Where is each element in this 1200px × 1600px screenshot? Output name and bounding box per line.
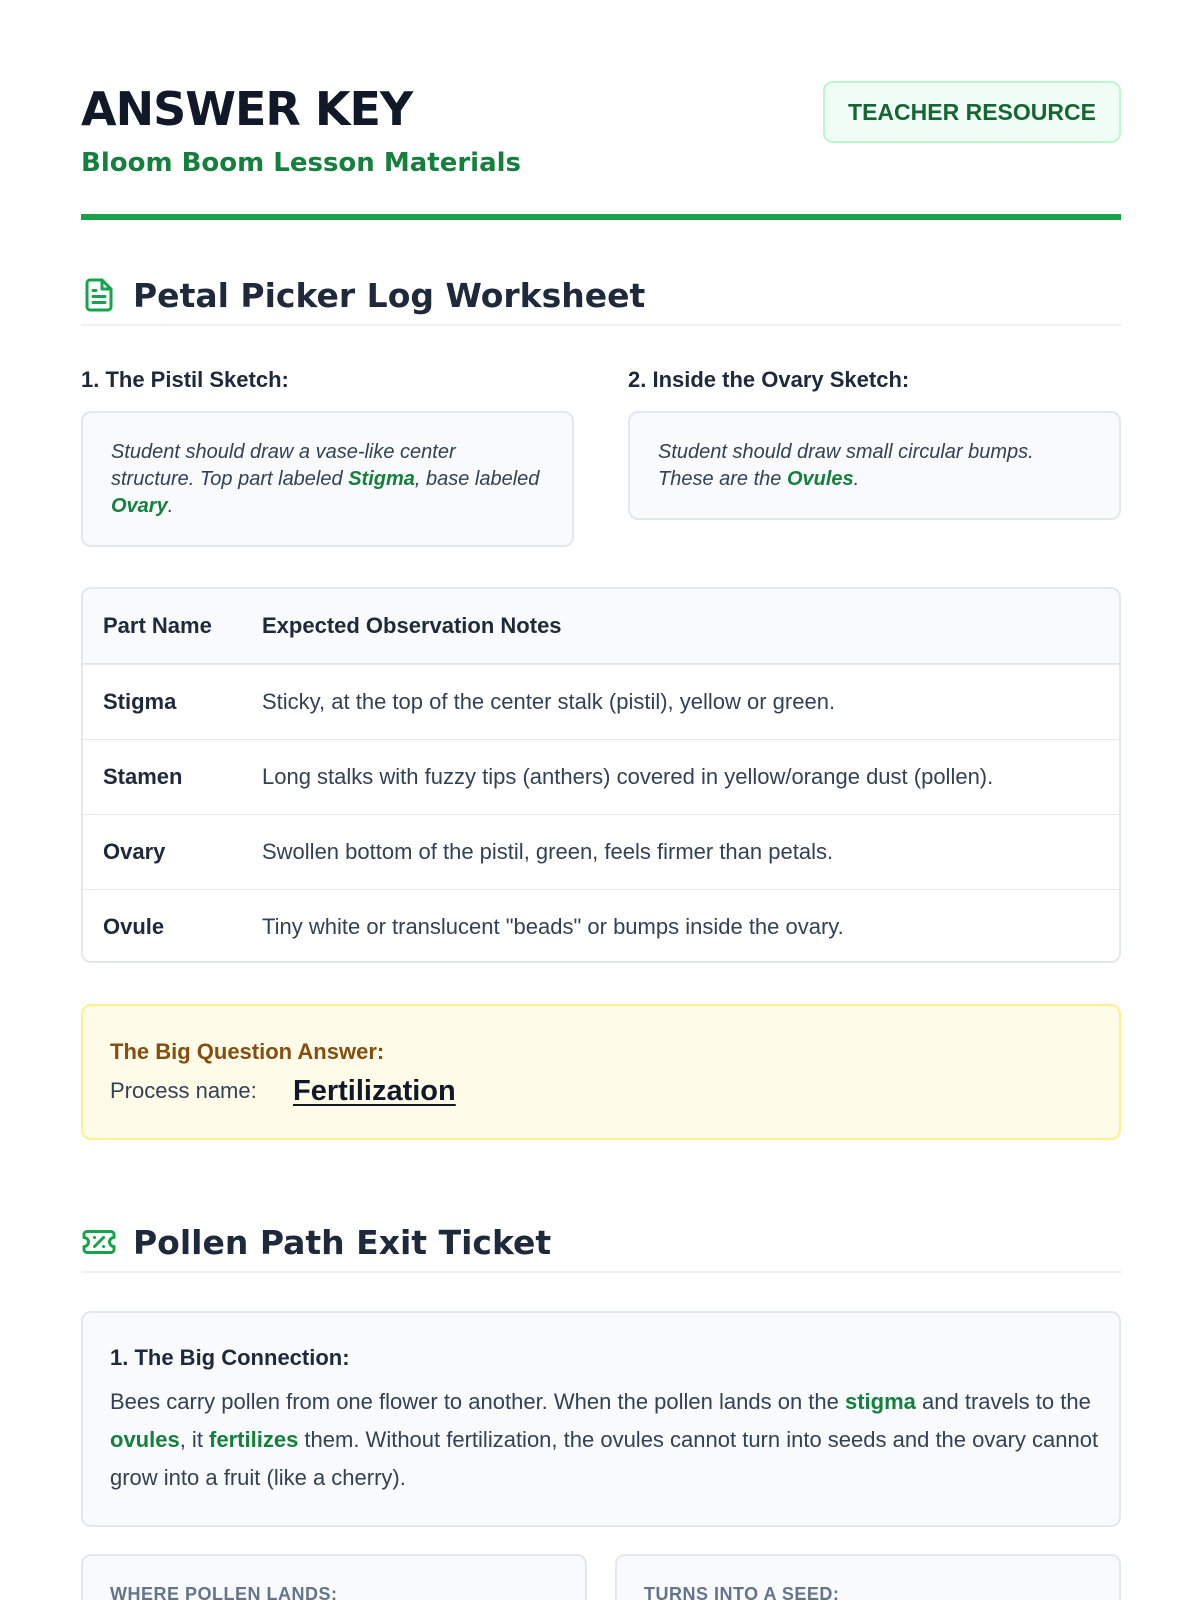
column-header-notes: Expected Observation Notes bbox=[262, 613, 562, 638]
sketch-text: . bbox=[853, 468, 860, 490]
table-row bbox=[83, 889, 1119, 963]
highlight-term: ovules bbox=[110, 1427, 180, 1452]
highlight-term: Stigma bbox=[348, 468, 415, 490]
table-row bbox=[83, 664, 1119, 739]
document-icon bbox=[81, 277, 117, 313]
part-name: Ovule bbox=[103, 914, 165, 939]
highlight-term: stigma bbox=[845, 1389, 916, 1414]
pistil-sketch-answer bbox=[81, 411, 574, 547]
sketch-text: , base labeled bbox=[414, 468, 540, 490]
big-connection-text bbox=[110, 1383, 1100, 1497]
table-row bbox=[83, 814, 1119, 889]
connection-text: , it bbox=[179, 1427, 210, 1452]
highlight-term: fertilizes bbox=[209, 1427, 299, 1452]
big-question-title: The Big Question Answer: bbox=[110, 1039, 385, 1064]
answer-key-page bbox=[81, 0, 1121, 1600]
table-row bbox=[83, 739, 1119, 814]
exit-ticket-section-heading bbox=[81, 1213, 1121, 1273]
part-name: Ovary bbox=[103, 839, 166, 864]
pistil-sketch-label: 1. The Pistil Sketch: bbox=[81, 367, 289, 392]
connection-text: Bees carry pollen from one flower to another. When the pollen lands on the bbox=[110, 1389, 845, 1414]
where-pollen-lands-card bbox=[81, 1554, 587, 1600]
observation-note: Swollen bottom of the pistil, green, feels firmer than petals. bbox=[262, 839, 834, 864]
sketch-text: . bbox=[167, 495, 174, 517]
card-label: TURNS INTO A SEED: bbox=[644, 1584, 840, 1600]
observation-table bbox=[81, 587, 1121, 963]
table-header-row bbox=[83, 589, 1119, 664]
highlight-term: Ovules bbox=[786, 468, 854, 490]
part-name: Stigma bbox=[103, 689, 177, 714]
page-subtitle: Bloom Boom Lesson Materials bbox=[81, 148, 522, 178]
observation-note: Tiny white or translucent "beads" or bumps inside the ovary. bbox=[262, 914, 844, 939]
page-header bbox=[81, 0, 1121, 220]
observation-note: Long stalks with fuzzy tips (anthers) covered in yellow/orange dust (pollen). bbox=[262, 764, 994, 789]
exit-ticket-heading: Pollen Path Exit Ticket bbox=[133, 1222, 552, 1262]
worksheet-heading: Petal Picker Log Worksheet bbox=[133, 275, 646, 315]
card-label: WHERE POLLEN LANDS: bbox=[110, 1584, 338, 1600]
highlight-term: Ovary bbox=[111, 495, 168, 517]
ovary-sketch-label: 2. Inside the Ovary Sketch: bbox=[628, 367, 910, 392]
worksheet-section-heading bbox=[81, 266, 1121, 326]
ovary-sketch-answer bbox=[628, 411, 1121, 520]
sketch-text: Student should draw small circular bumps. These are the bbox=[658, 441, 1034, 490]
connection-text: and travels to the bbox=[915, 1389, 1091, 1414]
big-question-answer-box bbox=[81, 1004, 1121, 1140]
observation-note: Sticky, at the top of the center stalk (pistil), yellow or green. bbox=[262, 689, 836, 714]
teacher-resource-badge: TEACHER RESOURCE bbox=[823, 81, 1121, 143]
part-name: Stamen bbox=[103, 764, 183, 789]
column-header-part: Part Name bbox=[103, 613, 212, 638]
big-connection-box bbox=[81, 1311, 1121, 1527]
big-connection-title: 1. The Big Connection: bbox=[110, 1345, 350, 1370]
process-name-answer: Fertilization bbox=[293, 1075, 456, 1107]
sketch-text: Student should draw a vase-like center structure. Top part labeled bbox=[111, 441, 456, 490]
process-name-label: Process name: bbox=[110, 1078, 257, 1103]
ticket-icon bbox=[81, 1224, 117, 1260]
turns-into-seed-card bbox=[615, 1554, 1121, 1600]
connection-text: them. Without fertilization, the ovules cannot turn into seeds and the ovary cannot grow into a fruit (like a cherry). bbox=[110, 1427, 1099, 1490]
page-title: ANSWER KEY bbox=[81, 82, 413, 136]
